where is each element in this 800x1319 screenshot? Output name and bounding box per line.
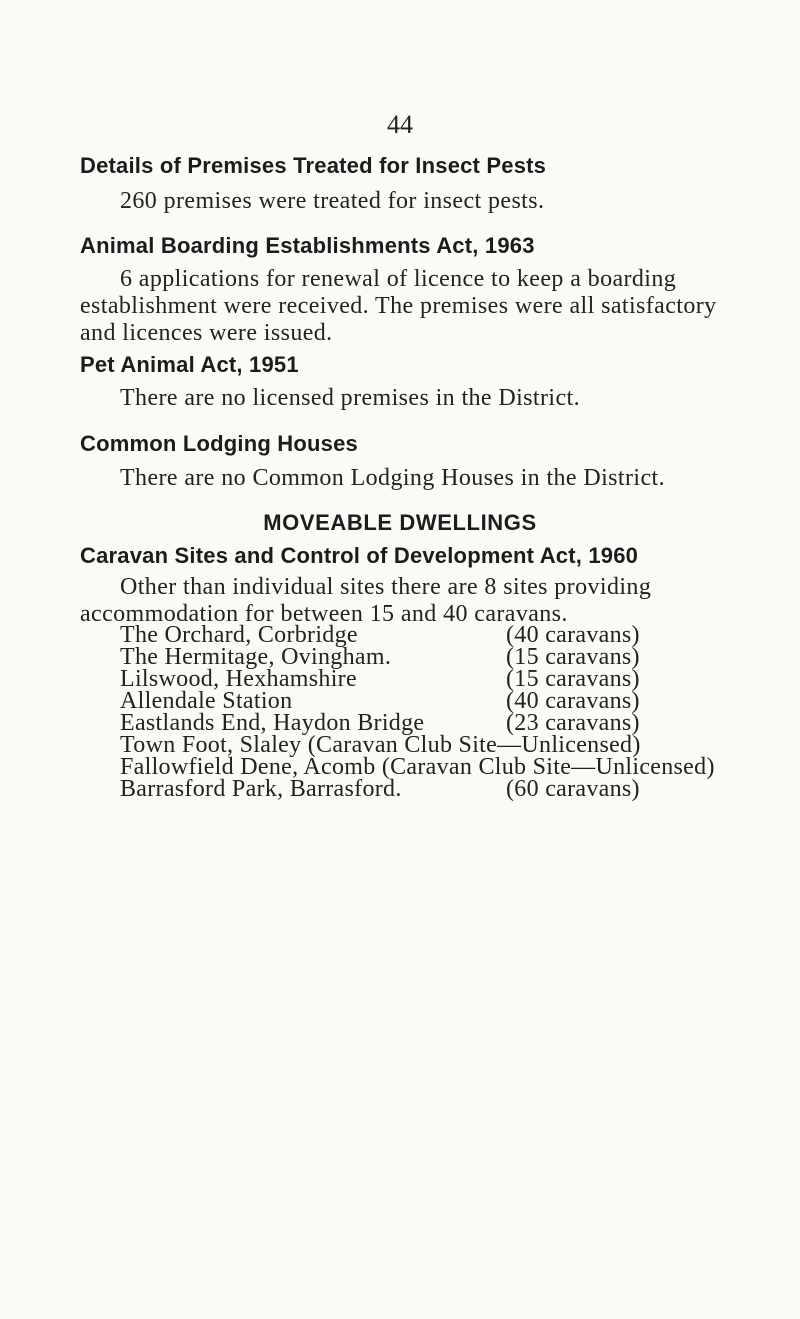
insect-pests-text-content: 260 premises were treated for insect pests.	[120, 188, 545, 214]
site-caravan-count: (40 caravans)	[506, 688, 640, 714]
caravan-sites-text	[80, 574, 720, 628]
common-lodging-text-content: There are no Common Lodging Houses in the District.	[120, 465, 665, 491]
site-row	[120, 734, 770, 756]
site-row	[120, 668, 770, 690]
insect-pests-heading: Details of Premises Treated for Insect Pests	[80, 153, 547, 178]
animal-boarding-text	[80, 266, 720, 347]
site-name: Lilswood, Hexhamshire	[120, 666, 357, 692]
site-name: The Orchard, Corbridge	[120, 622, 358, 648]
site-caravan-count: (23 caravans)	[506, 710, 640, 736]
pet-animal-heading: Pet Animal Act, 1951	[80, 352, 299, 377]
site-name: Eastlands End, Haydon Bridge	[120, 710, 425, 736]
animal-boarding-text-content: 6 applications for renewal of licence to keep a boarding establishment were received. The premises were all satisfactory and licences were issued.	[80, 266, 717, 346]
pet-animal-text	[80, 385, 720, 412]
common-lodging-text	[80, 465, 720, 492]
site-caravan-count: (15 caravans)	[506, 644, 640, 670]
site-name: Barrasford Park, Barrasford.	[120, 776, 402, 802]
site-name: Allendale Station	[120, 688, 293, 714]
pet-animal-text-content: There are no licensed premises in the District.	[120, 385, 580, 411]
site-row	[120, 690, 770, 712]
site-name: Fallowfield Dene, Acomb (Caravan Club Site—Unlicensed)	[120, 754, 715, 780]
caravan-sites-heading: Caravan Sites and Control of Development Act, 1960	[80, 543, 639, 568]
site-caravan-count: (40 caravans)	[506, 622, 640, 648]
site-row	[120, 712, 770, 734]
caravan-sites-text-content: Other than individual sites there are 8 sites providing accommodation for between 15 and 40 caravans.	[80, 574, 652, 627]
site-caravan-count: (15 caravans)	[506, 666, 640, 692]
moveable-dwellings-title: MOVEABLE DWELLINGS	[263, 510, 537, 535]
site-row	[120, 756, 770, 778]
site-name: Town Foot, Slaley (Caravan Club Site—Unlicensed)	[120, 732, 641, 758]
site-row	[120, 646, 770, 668]
site-row	[120, 778, 770, 800]
site-name: The Hermitage, Ovingham.	[120, 644, 392, 670]
animal-boarding-heading: Animal Boarding Establishments Act, 1963	[80, 233, 535, 258]
caravan-site-list	[120, 624, 770, 800]
site-caravan-count: (60 caravans)	[506, 776, 640, 802]
common-lodging-heading: Common Lodging Houses	[80, 431, 358, 456]
insect-pests-text	[80, 188, 720, 215]
page-number: 44	[387, 110, 413, 139]
site-row	[120, 624, 770, 646]
